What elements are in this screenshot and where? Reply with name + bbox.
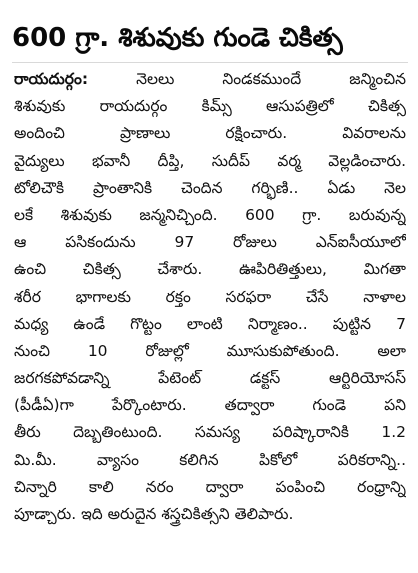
dateline: రాయదుర్గం:: [14, 70, 89, 88]
body-line-1: [14, 66, 406, 93]
body-line-14: తీరు దెబ్బతింటుంది. సమస్య పరిష్కారానికి 1.2: [14, 423, 406, 442]
body-line-12: జరగకపోవడాన్ని పేటెంట్ డక్టస్ ఆర్టిరియోసస్: [14, 369, 406, 388]
body-line-7: ఆ పసికందును 97 రోజులు ఎన్ఐసీయూలో: [14, 233, 406, 252]
body-line-5: టోలిచౌకి ప్రాంతానికి చెందిన గర్భిణి.. ఏడు నెల: [14, 178, 406, 197]
headline: 600 గ్రా. శిశువుకు గుండె చికిత్స: [12, 23, 343, 53]
body-line-2: శిశువుకు రాయదుర్గం కిమ్స్ ఆసుపత్రిలో చికిత్స: [14, 97, 406, 116]
body-line-8: ఉంచి చికిత్స చేశారు. ఊపిరితిత్తులు, మిగతా: [14, 260, 406, 279]
body-line-3: అందించి ప్రాణాలు రక్షించారు. వివరాలను: [14, 124, 406, 143]
body-line-11: నుంచి 10 రోజుల్లో మూసుకుపోతుంది. అలా: [14, 341, 406, 360]
body-line-1-text: నెలలు నిండకముందే జన్మించిన: [88, 70, 406, 88]
body-line-4: వైద్యులు భవానీ దీప్తి, సుదీప్ వర్మ వెల్లడించారు.: [14, 151, 406, 170]
body-line-17: పూడ్చారు. ఇది అరుదైన శస్త్రచికిత్సని తెలిపారు.: [14, 505, 294, 523]
body-line-16: చిన్నారి కాలి నరం ద్వారా పంపించి రంధ్రాన్ని: [14, 477, 406, 496]
body-line-13: (పీడీఏ)గా పేర్కొంటారు. తద్వారా గుండె పని: [14, 396, 406, 415]
body-line-10: మధ్య ఉండే గొట్టం లాంటి నిర్మాణం.. పుట్టిన 7: [14, 314, 406, 333]
body-line-15: మి.మీ. వ్యాసం కలిగిన పికోలో పరికరాన్ని..: [14, 450, 406, 469]
article-body: [14, 66, 406, 528]
body-line-6: లకే శిశువుకు జన్మనిచ్చింది. 600 గ్రా. బరువున్న: [14, 205, 406, 224]
body-line-9: శరీర భాగాలకు రక్తం సరఫరా చేసే నాళాల: [14, 287, 406, 306]
headline-divider: [12, 62, 408, 63]
